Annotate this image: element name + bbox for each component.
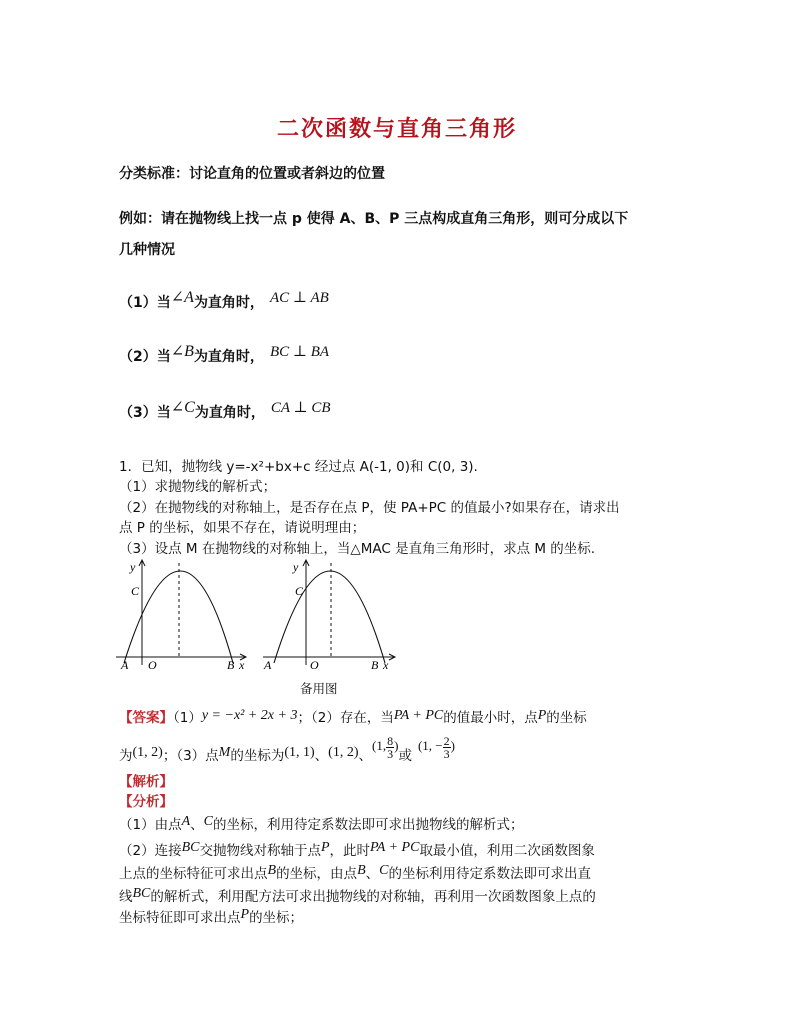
answer-part: 的坐标 — [546, 710, 587, 726]
answer-equation: y = −x² + 2x + 3 — [201, 708, 298, 723]
x-axis-label: x — [239, 658, 245, 672]
answer-point: P — [537, 708, 547, 723]
answer-tag: 【答案】 — [119, 710, 173, 726]
point-c-label: C — [295, 584, 304, 598]
case-angle: ∠A — [170, 289, 194, 306]
case-mid: 为直角时， — [193, 295, 264, 311]
answer-part: 为 — [119, 748, 133, 764]
answer-part: 、 — [314, 748, 329, 764]
point-b-label: B — [227, 658, 235, 672]
case-2 — [119, 343, 330, 366]
case-relation: BC ⊥ BA — [269, 344, 330, 360]
analysis-text: 的解析式，利用配方法可求出抛物线的对称轴，再利用一次函数图象上点的 — [150, 889, 596, 905]
fraction-suffix: ) — [394, 738, 399, 753]
analysis-text: 、 — [365, 866, 380, 882]
case-3 — [119, 399, 331, 422]
analysis-line-1 — [119, 813, 524, 834]
analysis-text: 的坐标，利用待定系数法即可求出抛物线的解析式； — [213, 817, 524, 833]
case-prefix: （3）当 — [119, 405, 171, 421]
point-a-label: A — [264, 658, 272, 672]
sum-pa-pc: PA + PC — [370, 840, 420, 855]
example-line-2: 几种情况 — [119, 242, 175, 258]
analysis-text: 的坐标； — [249, 910, 304, 926]
point-b-label: B — [371, 658, 379, 672]
example-line-1: 例如：请在抛物线上找一点 p 使得 A、B、P 三点构成直角三角形，则可分成以下 — [119, 211, 629, 227]
parabola-curve — [274, 571, 385, 663]
analysis-line-4 — [119, 885, 596, 906]
case-angle: ∠B — [170, 343, 194, 360]
parabola-figure-main — [112, 555, 252, 675]
point-p: P — [240, 907, 250, 922]
answer-expression: PA + PC — [393, 708, 444, 723]
origin-label: O — [148, 658, 157, 672]
fraction-denominator: 3 — [387, 746, 394, 761]
analysis-text: （2）连接 — [119, 843, 182, 859]
answer-part: 的坐标为 — [230, 748, 285, 764]
problem-line-2: （1）求抛物线的解析式； — [119, 479, 277, 495]
problem-line-3: （2）在抛物线的对称轴上，是否存在点 P，使 PA+PC 的值最小?如果存在，请求出 — [119, 500, 620, 516]
parabola-figure-spare — [261, 555, 401, 675]
answer-coordinate: (1, 2) — [132, 745, 163, 760]
analysis-text: 的坐标利用待定系数法即可求出直 — [388, 866, 591, 882]
fraction-prefix: (1, − — [417, 738, 443, 753]
analysis-text: 取最小值，利用二次函数图象 — [419, 843, 595, 859]
point-a-label: A — [121, 658, 129, 672]
analysis-text: ，此时 — [329, 843, 371, 859]
case-mid: 为直角时， — [193, 349, 264, 365]
answer-coordinate: (1, 2) — [328, 745, 359, 760]
answer-line-1 — [119, 706, 587, 727]
answer-part: 或 — [398, 748, 412, 764]
fraction-numerator: 2 — [443, 733, 450, 748]
analysis-line-3 — [119, 862, 591, 883]
answer-fraction-point-2 — [417, 733, 455, 761]
fraction-denominator: 3 — [443, 746, 450, 761]
classification-criteria: 分类标准：讨论直角的位置或者斜边的位置 — [119, 166, 385, 182]
answer-part: 、 — [358, 748, 372, 764]
fraction — [386, 735, 394, 760]
point-b: B — [267, 863, 277, 878]
analysis-line-5 — [119, 906, 303, 927]
page-title: 二次函数与直角三角形 — [276, 117, 517, 142]
analysis-text: 交抛物线对称轴于点 — [199, 843, 321, 859]
origin-label: O — [310, 658, 319, 672]
fraction-prefix: (1, — [372, 738, 387, 753]
answer-part: （1） — [173, 710, 202, 726]
y-axis-label: y — [293, 560, 299, 574]
point-p: P — [320, 840, 330, 855]
analysis-text: 的坐标，由点 — [276, 866, 358, 882]
fenxi-tag: 【分析】 — [119, 794, 173, 810]
fraction-numerator: 8 — [387, 733, 394, 748]
problem-line-4: 点 P 的坐标，如果不存在，请说明理由； — [119, 520, 366, 536]
point-c: C — [379, 863, 389, 878]
y-axis-label: y — [130, 560, 136, 574]
line-bc: BC — [181, 840, 200, 855]
problem-line-1: 1．已知，抛物线 y=-x²+bx+c 经过点 A(-1, 0)和 C(0, 3). — [119, 459, 478, 475]
case-angle: ∠C — [170, 399, 195, 416]
case-prefix: （1）当 — [119, 295, 171, 311]
case-relation: CA ⊥ CB — [270, 400, 331, 416]
answer-part: 的值最小时，点 — [443, 710, 538, 726]
case-prefix: （2）当 — [119, 349, 171, 365]
analysis-tag: 【解析】 — [119, 774, 173, 790]
point-a: A — [181, 814, 191, 829]
answer-coordinate: (1, 1) — [284, 745, 315, 760]
analysis-text: 线 — [119, 889, 133, 905]
analysis-text: （1）由点 — [119, 817, 182, 833]
analysis-line-2 — [119, 839, 595, 860]
problem-line-5: （3）设点 M 在抛物线的对称轴上，当△MAC 是直角三角形时，求点 M 的坐标. — [119, 541, 596, 557]
answer-point: M — [218, 745, 231, 760]
x-axis-label: x — [383, 658, 389, 672]
answer-line-2 — [119, 733, 455, 770]
figure-caption: 备用图 — [300, 681, 338, 696]
analysis-text: 坐标特征即可求出点 — [119, 910, 241, 926]
fraction — [443, 735, 451, 760]
line-bc: BC — [132, 886, 151, 901]
case-mid: 为直角时， — [194, 405, 265, 421]
answer-part: ；（2）存在，当 — [297, 710, 394, 726]
answer-fraction-point-1 — [372, 733, 399, 761]
fraction-suffix: ) — [450, 738, 455, 753]
case-relation: AC ⊥ AB — [269, 290, 329, 306]
case-1 — [119, 289, 329, 312]
point-c: C — [203, 814, 213, 829]
answer-part: ；（3）点 — [162, 748, 219, 764]
analysis-text: 上点的坐标特征可求出点 — [119, 866, 268, 882]
analysis-text: 、 — [190, 817, 204, 833]
point-b: B — [357, 863, 366, 878]
point-c-label: C — [131, 584, 140, 598]
